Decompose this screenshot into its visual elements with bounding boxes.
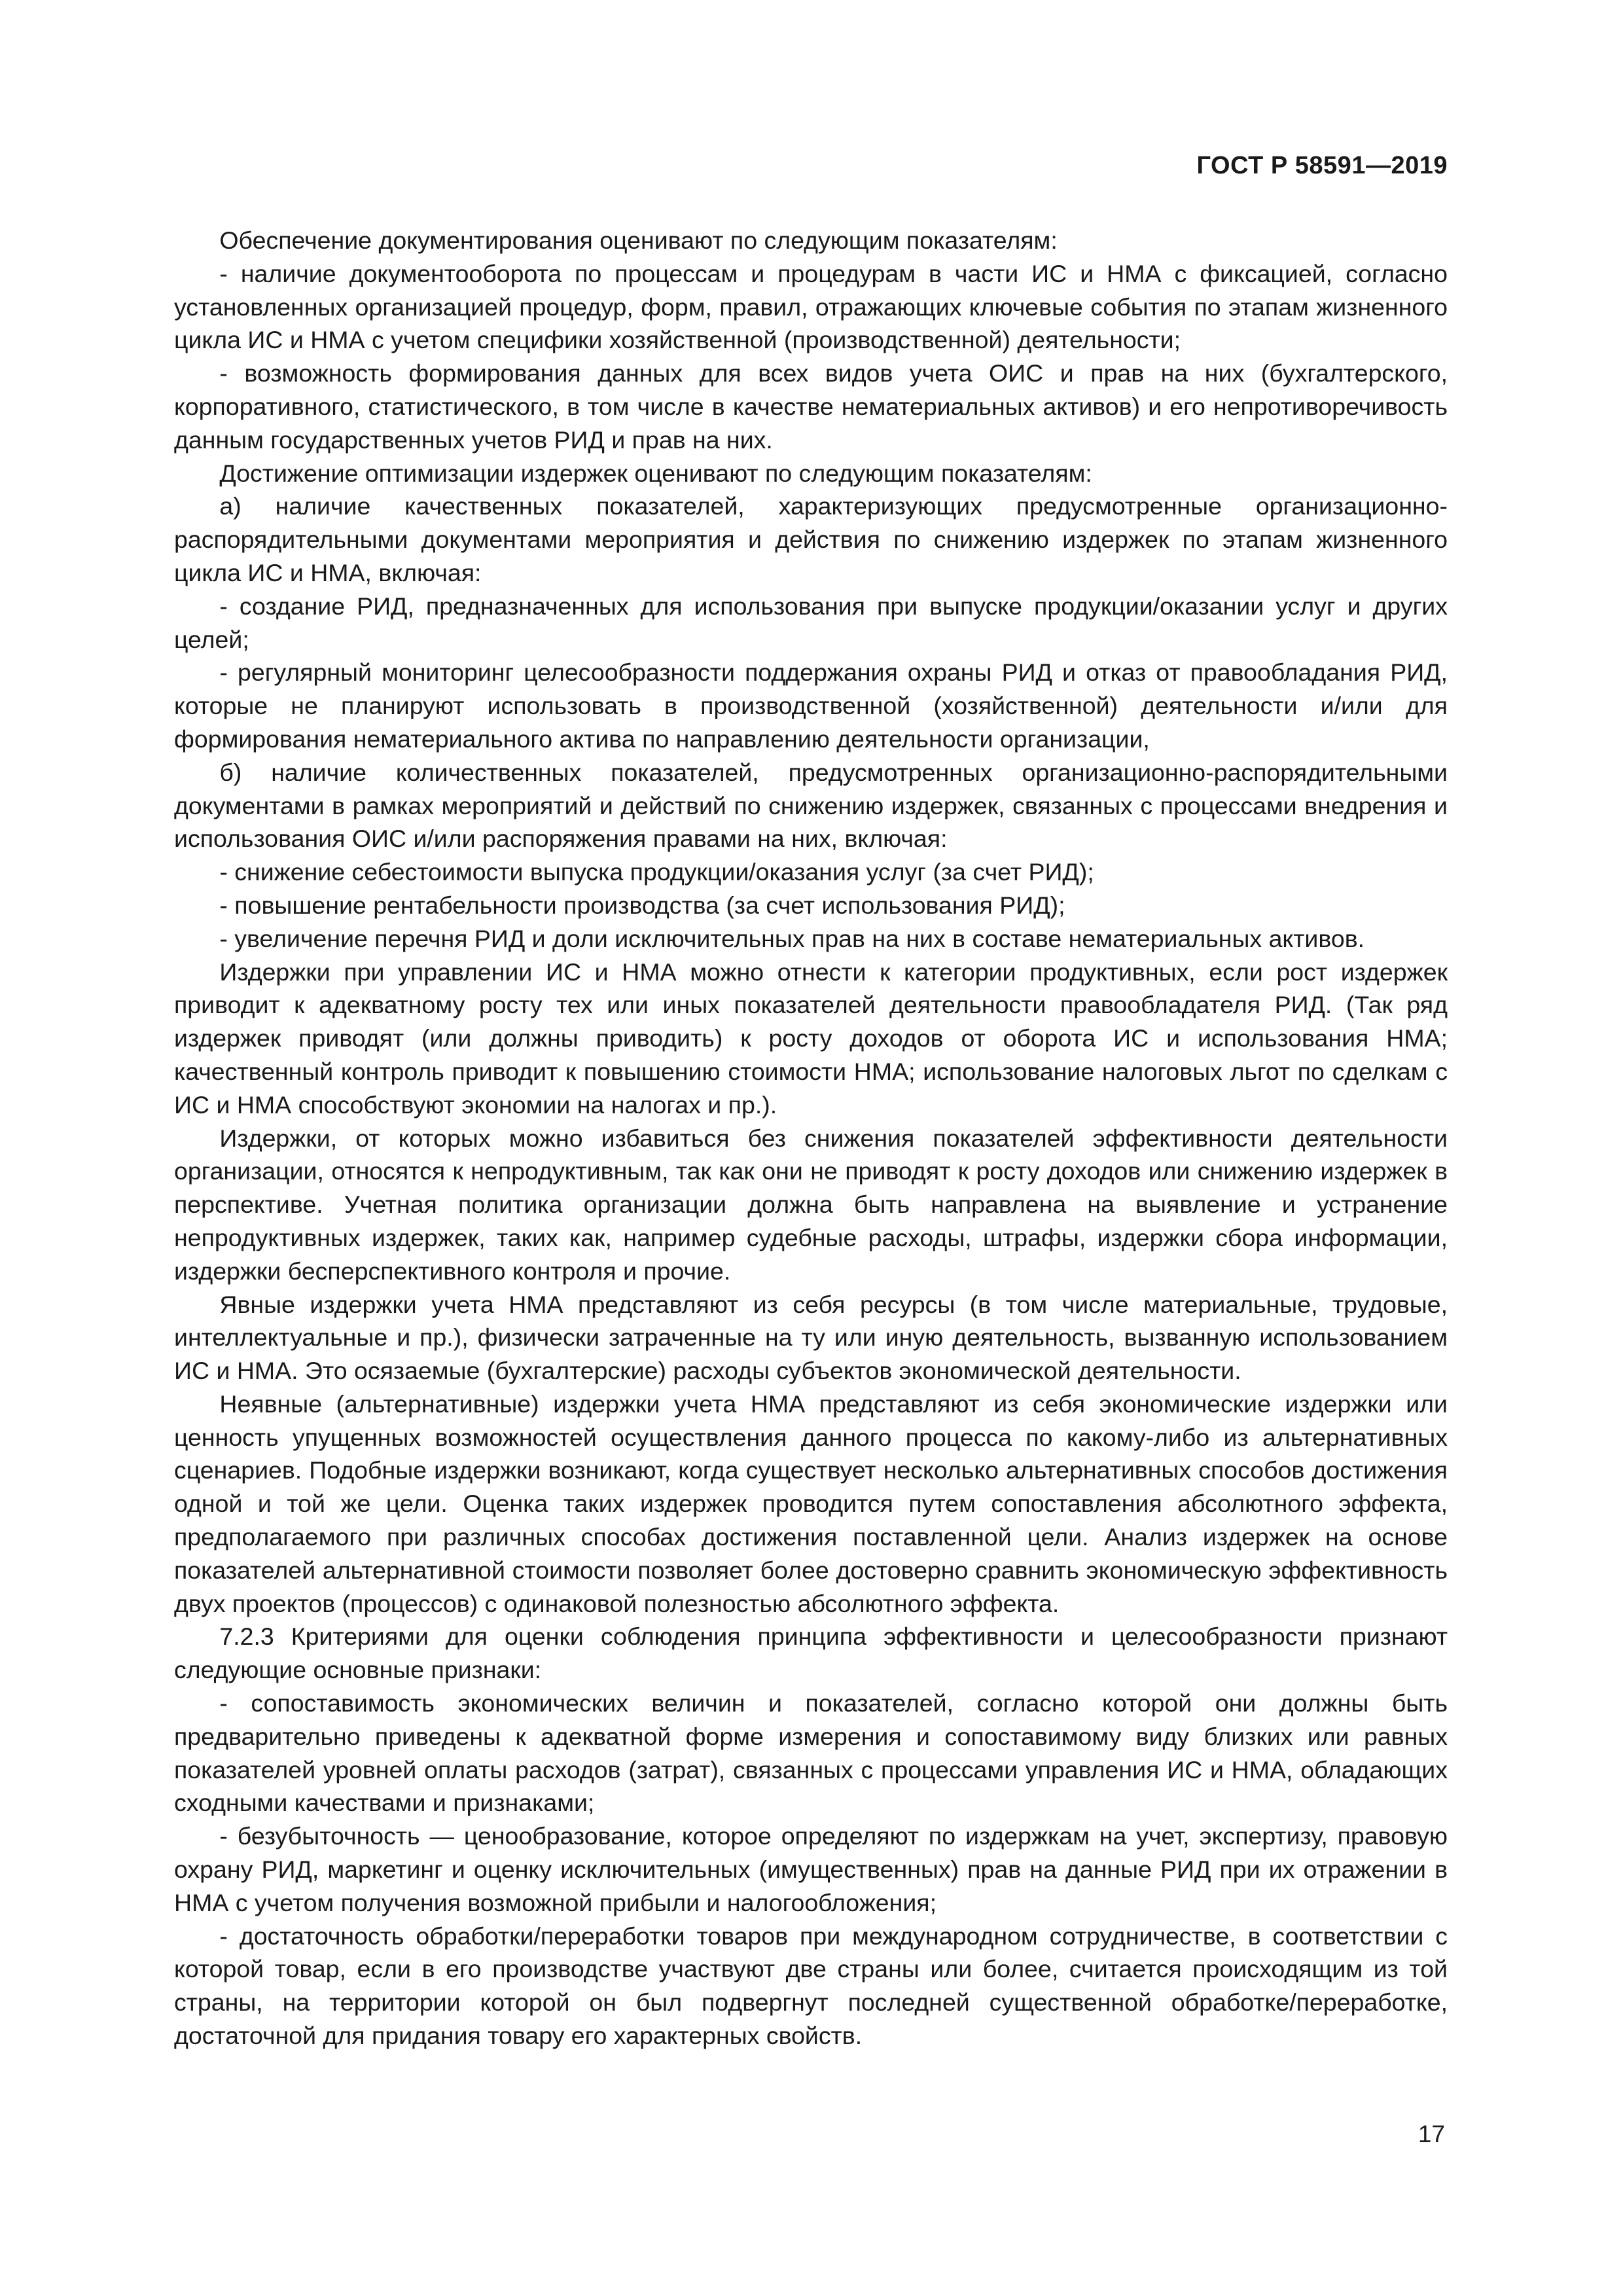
paragraph: б) наличие количественных показателей, предусмотренных организационно-распорядительными документами в рамках мероприятий и действий по снижению издержек, связанных с процессами внедрения и использования ОИС и/или распоряжения правами на них, включая: bbox=[174, 758, 1448, 853]
paragraph: - достаточность обработки/переработки товаров при международном сотрудничестве, в соответствии с которой товар, если в его производстве участвуют две страны или более, считается происходящим из той страны, на территории которой он был подвергнут последней существенной обработке/переработке, достаточной для придания товару его характерных свойств. bbox=[174, 1922, 1448, 2050]
paragraph: 7.2.3 Критериями для оценки соблюдения принципа эффективности и целесообразности признают следующие основные признаки: bbox=[174, 1623, 1448, 1684]
paragraph: а) наличие качественных показателей, характеризующих предусмотренные организационно-распорядительными документами мероприятия и действия по снижению издержек по этапам жизненного цикла ИС и НМА, включая: bbox=[174, 492, 1448, 586]
paragraph: - безубыточность — ценообразование, которое определяют по издержкам на учет, экспертизу, правовую охрану РИД, маркетинг и оценку исключительных (имущественных) прав на данные РИД при их отражении в НМА с учетом получения возможной прибыли и налогообложения; bbox=[174, 1822, 1448, 1916]
paragraph: - снижение себестоимости выпуска продукции/оказания услуг (за счет РИД); bbox=[219, 858, 1094, 886]
paragraph: Издержки, от которых можно избавиться без снижения показателей эффективности деятельности организации, относятся к непродуктивным, так как они не приводят к росту доходов или снижению издержек в перспективе. Учетная политика организации должна быть направлена на выявление и устранение непродуктивных издержек, таких как, например судебные расходы, штрафы, издержки сбора информации, издержки бесперспективного контроля и прочие. bbox=[174, 1124, 1448, 1285]
paragraph: - создание РИД, предназначенных для использования при выпуске продукции/оказании услуг и других целей; bbox=[174, 592, 1448, 653]
paragraph: - повышение рентабельности производства (за счет использования РИД); bbox=[219, 891, 1065, 919]
paragraph: Достижение оптимизации издержек оценивают по следующим показателям: bbox=[219, 459, 1092, 487]
page-number: 17 bbox=[1418, 2121, 1445, 2147]
paragraph: Неявные (альтернативные) издержки учета НМА представляют из себя экономические издержки или ценность упущенных возможностей осуществления данного процесса по какому-либо из альтернативных сценариев. Подобные издержки возникают, когда существует несколько альтернативных способов достижения одной и той же цели. Оценка таких издержек проводится путем сопоставления абсолютного эффекта, предполагаемого при различных способах достижения поставленной цели. Анализ издержек на основе показателей альтернативной стоимости позволяет более достоверно сравнить экономическую эффективность двух проектов (процессов) с одинаковой полезностью абсолютного эффекта. bbox=[174, 1390, 1448, 1617]
paragraph: Издержки при управлении ИС и НМА можно отнести к категории продуктивных, если рост издержек приводит к адекватному росту тех или иных показателей деятельности правообладателя РИД. (Так ряд издержек приводят (или должны приводить) к росту доходов от оборота ИС и использования НМА; качественный контроль приводит к повышению стоимости НМА; использование налоговых льгот по сделкам с ИС и НМА способствуют экономии на налогах и пр.). bbox=[174, 958, 1448, 1119]
paragraph: Обеспечение документирования оценивают по следующим показателям: bbox=[219, 226, 1058, 254]
paragraph: - увеличение перечня РИД и доли исключительных прав на них в составе нематериальных активов. bbox=[219, 924, 1365, 952]
paragraph: - регулярный мониторинг целесообразности поддержания охраны РИД и отказ от правообладания РИД, которые не планируют использовать в производственной (хозяйственной) деятельности и/или для формирования нематериального актива по направлению деятельности организации, bbox=[174, 658, 1448, 753]
paragraph: Явные издержки учета НМА представляют из себя ресурсы (в том числе материальные, трудовые, интеллектуальные и пр.), физически затраченные на ту или иную деятельность, вызванную использованием ИС и НМА. Это осязаемые (бухгалтерские) расходы субъектов экономической деятельности. bbox=[174, 1290, 1448, 1385]
body-text bbox=[174, 224, 1448, 2053]
paragraph: - возможность формирования данных для всех видов учета ОИС и прав на них (бухгалтерского, корпоративного, статистического, в том числе в качестве нематериальных активов) и его непротиворечивость данным государственных учетов РИД и прав на них. bbox=[174, 359, 1448, 454]
paragraph: - сопоставимость экономических величин и показателей, согласно которой они должны быть предварительно приведены к адекватной форме измерения и сопоставимому виду близких или равных показателей уровней оплаты расходов (затрат), связанных с процессами управления ИС и НМА, обладающих сходными качествами и признаками; bbox=[174, 1689, 1448, 1817]
document-code: ГОСТ Р 58591—2019 bbox=[1196, 152, 1448, 179]
paragraph: - наличие документооборота по процессам и процедурам в части ИС и НМА с фиксацией, согласно установленных организацией процедур, форм, правил, отражающих ключевые события по этапам жизненного цикла ИС и НМА с учетом специфики хозяйственной (производственной) деятельности; bbox=[174, 259, 1448, 354]
